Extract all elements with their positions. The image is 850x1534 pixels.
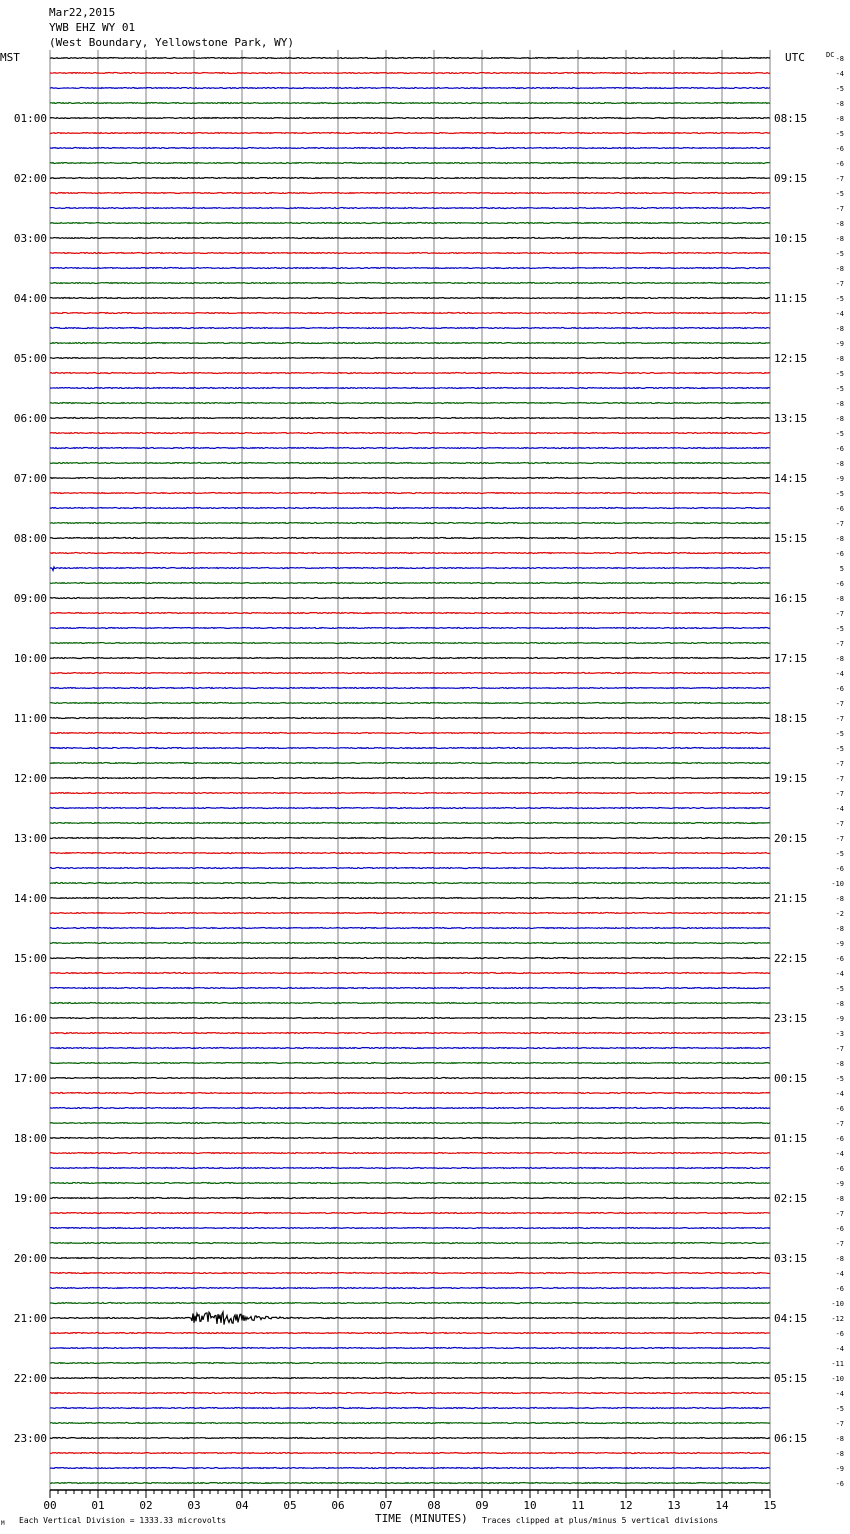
utc-hour-label: 01:15 (774, 1132, 808, 1145)
dc-offset-label: -8 (835, 925, 844, 933)
x-tick-label: 11 (571, 1499, 585, 1512)
dc-offset-label: -6 (835, 1330, 844, 1338)
trace-row (50, 733, 770, 734)
trace-row (50, 1048, 770, 1049)
trace-row (50, 1183, 770, 1184)
dc-offset-label: -4 (835, 1090, 844, 1098)
trace-row (50, 1288, 770, 1289)
utc-hour-label: 17:15 (774, 652, 808, 665)
trace-row (50, 373, 770, 374)
mst-hour-label: 13:00 (13, 832, 47, 845)
dc-offset-label: -2 (835, 910, 844, 918)
dc-offset-label: -10 (831, 1375, 844, 1383)
trace-row (50, 103, 770, 104)
left-axis-label: MST (0, 51, 20, 64)
dc-offset-label: -4 (835, 670, 844, 678)
x-tick-label: 14 (715, 1499, 729, 1512)
trace-row (50, 1243, 770, 1244)
trace-row (50, 493, 770, 494)
trace-row (50, 868, 770, 869)
trace-row (50, 1348, 770, 1349)
trace-row (50, 1378, 770, 1379)
dc-offset-label: -8 (835, 265, 844, 273)
dc-offset-label: -7 (835, 715, 844, 723)
dc-offset-label: -8 (835, 895, 844, 903)
dc-offset-label: -5 (835, 490, 844, 498)
trace-row (50, 943, 770, 944)
trace-row (50, 763, 770, 764)
mst-hour-label: 08:00 (13, 532, 47, 545)
trace-row (50, 148, 770, 149)
x-tick-label: 02 (139, 1499, 153, 1512)
dc-offset-label: -10 (831, 880, 844, 888)
dc-offset-label: -8 (835, 1450, 844, 1458)
trace-row (50, 1018, 770, 1019)
trace-row (50, 748, 770, 749)
trace-row (50, 223, 770, 224)
trace-row (50, 58, 770, 59)
dc-offset-label: 5 (839, 565, 844, 573)
mst-hour-label: 20:00 (13, 1252, 47, 1265)
trace-row (50, 178, 770, 179)
dc-offset-label: -7 (835, 835, 844, 843)
dc-offset-label: -8 (835, 325, 844, 333)
dc-offset-label: -5 (835, 1075, 844, 1083)
mst-hour-label: 07:00 (13, 472, 47, 485)
dc-offset-label: -6 (835, 160, 844, 168)
utc-hour-label: 06:15 (774, 1432, 808, 1445)
trace-row (50, 1423, 770, 1424)
dc-offset-label: -7 (835, 175, 844, 183)
mst-hour-label: 18:00 (13, 1132, 47, 1145)
trace-row (50, 328, 770, 329)
dc-offset-label: -7 (835, 760, 844, 768)
trace-row (50, 898, 770, 899)
dc-offset-label: -8 (835, 655, 844, 663)
trace-row (50, 283, 770, 284)
dc-offset-label: -9 (835, 1465, 844, 1473)
dc-offset-label: -6 (835, 1165, 844, 1173)
dc-offset-label: -7 (835, 700, 844, 708)
dc-offset-label: -4 (835, 805, 844, 813)
dc-offset-label: -8 (835, 1195, 844, 1203)
utc-hour-label: 22:15 (774, 952, 808, 965)
utc-hour-label: 19:15 (774, 772, 808, 785)
x-tick-label: 12 (619, 1499, 633, 1512)
x-tick-label: 09 (475, 1499, 489, 1512)
mst-hour-label: 09:00 (13, 592, 47, 605)
trace-row (50, 343, 770, 344)
trace-row (50, 928, 770, 929)
dc-offset-label: -8 (835, 1255, 844, 1263)
utc-hour-label: 11:15 (774, 292, 808, 305)
dc-offset-label: -8 (835, 115, 844, 123)
trace-row (50, 613, 770, 614)
dc-offset-label: -10 (831, 1300, 844, 1308)
dc-offset-label: -7 (835, 520, 844, 528)
dc-offset-label: -7 (835, 1120, 844, 1128)
x-tick-label: 08 (427, 1499, 441, 1512)
trace-row (50, 1078, 770, 1079)
trace-row (50, 1438, 770, 1439)
dc-offset-label: -5 (835, 745, 844, 753)
dc-offset-label: -8 (835, 100, 844, 108)
trace-row (50, 1333, 770, 1334)
trace-row (50, 823, 770, 824)
x-tick-label: 07 (379, 1499, 393, 1512)
trace-row (50, 1228, 770, 1229)
dc-offset-label: -8 (835, 1000, 844, 1008)
mst-hour-label: 11:00 (13, 712, 47, 725)
dc-offset-label: -5 (835, 430, 844, 438)
mst-hour-label: 04:00 (13, 292, 47, 305)
trace-row (50, 1312, 770, 1325)
trace-row (50, 463, 770, 464)
dc-offset-label: -4 (835, 310, 844, 318)
trace-row (50, 238, 770, 239)
utc-hour-label: 21:15 (774, 892, 808, 905)
dc-offset-label: -9 (835, 475, 844, 483)
x-tick-label: 10 (523, 1499, 537, 1512)
trace-row (50, 88, 770, 89)
dc-offset-label: -9 (835, 340, 844, 348)
trace-row (50, 1258, 770, 1259)
utc-hour-label: 02:15 (774, 1192, 808, 1205)
trace-row (50, 988, 770, 989)
mst-hour-label: 01:00 (13, 112, 47, 125)
mst-hour-label: 16:00 (13, 1012, 47, 1025)
utc-hour-label: 09:15 (774, 172, 808, 185)
dc-label: DC (826, 51, 835, 59)
trace-row (50, 358, 770, 359)
trace-row (50, 628, 770, 629)
x-axis (43, 1490, 776, 1512)
dc-offset-label: -5 (835, 370, 844, 378)
utc-hour-label: 13:15 (774, 412, 808, 425)
utc-hour-label: 03:15 (774, 1252, 808, 1265)
mst-hour-label: 22:00 (13, 1372, 47, 1385)
x-tick-label: 01 (91, 1499, 105, 1512)
trace-row (50, 163, 770, 164)
time-grid (50, 50, 770, 1495)
trace-row (50, 1063, 770, 1064)
mst-hour-label: 21:00 (13, 1312, 47, 1325)
trace-row (50, 658, 770, 659)
dc-offset-label: -8 (835, 235, 844, 243)
trace-row (50, 1033, 770, 1034)
utc-hour-label: 08:15 (774, 112, 808, 125)
mst-hour-label: 02:00 (13, 172, 47, 185)
trace-row (50, 1303, 770, 1304)
clip-note: Traces clipped at plus/minus 5 vertical divisions (482, 1516, 719, 1525)
dc-offset-label: -3 (835, 1030, 844, 1038)
trace-row (50, 118, 770, 119)
trace-row (50, 523, 770, 524)
utc-hour-label: 16:15 (774, 592, 808, 605)
utc-hour-label: 14:15 (774, 472, 808, 485)
utc-hour-label: 23:15 (774, 1012, 808, 1025)
dc-offset-label: -6 (835, 685, 844, 693)
trace-row (50, 973, 770, 974)
dc-offset-label: -5 (835, 250, 844, 258)
mst-hour-label: 03:00 (13, 232, 47, 245)
x-tick-label: 00 (43, 1499, 57, 1512)
dc-offset-label: -6 (835, 1225, 844, 1233)
utc-hour-label: 00:15 (774, 1072, 808, 1085)
trace-row (50, 688, 770, 689)
dc-offset-label: -5 (835, 130, 844, 138)
trace-row (50, 1213, 770, 1214)
trace-row (50, 913, 770, 914)
dc-offset-label: -5 (835, 385, 844, 393)
dc-offset-label: -4 (835, 1390, 844, 1398)
x-tick-label: 06 (331, 1499, 345, 1512)
trace-row (50, 598, 770, 599)
dc-offset-label: -5 (835, 625, 844, 633)
trace-row (50, 643, 770, 644)
dc-offset-label: -6 (835, 550, 844, 558)
trace-row (50, 1138, 770, 1139)
dc-offset-label: -8 (835, 1060, 844, 1068)
trace-row (50, 838, 770, 839)
dc-offset-label: -9 (835, 1015, 844, 1023)
trace-row (50, 388, 770, 389)
trace-row (50, 418, 770, 419)
header-date: Mar22,2015 (49, 6, 116, 19)
trace-row (50, 433, 770, 434)
dc-offset-label: -5 (835, 85, 844, 93)
x-tick-label: 15 (763, 1499, 777, 1512)
trace-row (50, 673, 770, 674)
trace-row (50, 313, 770, 314)
trace-row (50, 1483, 770, 1484)
trace-row (50, 1198, 770, 1199)
dc-offset-label: -6 (835, 1480, 844, 1488)
trace-rows (50, 58, 770, 1484)
dc-offset-label: -6 (835, 145, 844, 153)
trace-row (50, 298, 770, 299)
dc-offset-label: -8 (835, 400, 844, 408)
mst-hour-label: 19:00 (13, 1192, 47, 1205)
x-axis-title: TIME (MINUTES) (375, 1512, 468, 1525)
mst-hour-label: 14:00 (13, 892, 47, 905)
dc-offset-label: -4 (835, 970, 844, 978)
trace-row (50, 448, 770, 449)
trace-row (50, 1453, 770, 1454)
dc-offset-label: -5 (835, 1405, 844, 1413)
dc-offset-label: -6 (835, 1285, 844, 1293)
trace-row (50, 703, 770, 704)
dc-offset-label: -6 (835, 505, 844, 513)
dc-offset-label: -5 (835, 730, 844, 738)
scale-note: Each Vertical Division = 1333.33 microvolts (19, 1516, 227, 1525)
header-location: (West Boundary, Yellowstone Park, WY) (49, 36, 295, 49)
trace-row (50, 1003, 770, 1004)
utc-hour-label: 05:15 (774, 1372, 808, 1385)
trace-row (50, 553, 770, 554)
dc-offset-label: -8 (835, 1435, 844, 1443)
dc-offset-label: -4 (835, 1150, 844, 1158)
trace-row (50, 1363, 770, 1364)
right-axis-label: UTC (785, 51, 805, 64)
header-station: YWB EHZ WY 01 (49, 21, 136, 34)
dc-offset-label: -4 (835, 1345, 844, 1353)
trace-row (50, 1168, 770, 1169)
utc-hour-label: 12:15 (774, 352, 808, 365)
dc-offset-label: -7 (835, 205, 844, 213)
trace-row (50, 778, 770, 779)
dc-offset-label: -12 (831, 1315, 844, 1323)
dc-offset-label: -6 (835, 445, 844, 453)
dc-offset-label: -7 (835, 1420, 844, 1428)
dc-offset-label: -6 (835, 865, 844, 873)
trace-row (50, 958, 770, 959)
dc-offset-label: -5 (835, 190, 844, 198)
trace-row (50, 73, 770, 74)
trace-row (50, 793, 770, 794)
dc-offset-label: -5 (835, 985, 844, 993)
dc-offset-label: -7 (835, 280, 844, 288)
dc-offset-label: -5 (835, 295, 844, 303)
dc-offset-label: -8 (835, 355, 844, 363)
trace-row (50, 538, 770, 539)
trace-row (50, 718, 770, 719)
trace-row (50, 1123, 770, 1124)
dc-offset-label: -8 (835, 415, 844, 423)
trace-row (50, 853, 770, 854)
trace-row (50, 1273, 770, 1274)
trace-row (50, 268, 770, 269)
dc-offset-label: -6 (835, 580, 844, 588)
trace-row (50, 1393, 770, 1394)
trace-row (50, 208, 770, 209)
trace-row (50, 1153, 770, 1154)
dc-offset-label: -7 (835, 610, 844, 618)
utc-hour-label: 15:15 (774, 532, 808, 545)
corner-mark: M (1, 1520, 5, 1527)
trace-row (50, 508, 770, 509)
mst-hour-label: 12:00 (13, 772, 47, 785)
dc-offset-label: -8 (835, 535, 844, 543)
dc-offset-label: -7 (835, 1210, 844, 1218)
utc-hour-label: 20:15 (774, 832, 808, 845)
mst-hour-label: 17:00 (13, 1072, 47, 1085)
mst-hour-label: 15:00 (13, 952, 47, 965)
trace-row (50, 808, 770, 809)
dc-offset-label: -8 (835, 460, 844, 468)
dc-offset-label: -7 (835, 820, 844, 828)
mst-hour-label: 06:00 (13, 412, 47, 425)
trace-row (50, 883, 770, 884)
dc-offset-label: -6 (835, 1135, 844, 1143)
trace-row (50, 583, 770, 584)
trace-row (50, 1093, 770, 1094)
mst-hour-label: 10:00 (13, 652, 47, 665)
trace-row (50, 567, 770, 571)
dc-offset-label: -4 (835, 1270, 844, 1278)
trace-row (50, 133, 770, 134)
dc-offset-label: -7 (835, 640, 844, 648)
utc-hour-label: 10:15 (774, 232, 808, 245)
dc-offset-label: -8 (835, 220, 844, 228)
mst-hour-label: 23:00 (13, 1432, 47, 1445)
utc-hour-label: 18:15 (774, 712, 808, 725)
dc-offset-label: -9 (835, 1180, 844, 1188)
dc-offset-label: -6 (835, 1105, 844, 1113)
dc-offset-label: -7 (835, 790, 844, 798)
trace-row (50, 1108, 770, 1109)
dc-offset-label: -7 (835, 775, 844, 783)
dc-offset-label: -8 (835, 55, 844, 63)
dc-offset-label: -11 (831, 1360, 844, 1368)
trace-row (50, 193, 770, 194)
dc-offset-label: -8 (835, 595, 844, 603)
trace-row (50, 403, 770, 404)
x-tick-label: 03 (187, 1499, 201, 1512)
dc-offset-label: -6 (835, 955, 844, 963)
trace-row (50, 1468, 770, 1469)
trace-row (50, 1408, 770, 1409)
utc-hour-label: 04:15 (774, 1312, 808, 1325)
x-tick-label: 13 (667, 1499, 681, 1512)
dc-offset-label: -9 (835, 940, 844, 948)
dc-offset-label: -5 (835, 850, 844, 858)
trace-row (50, 478, 770, 479)
x-tick-label: 05 (283, 1499, 297, 1512)
dc-offset-label: -7 (835, 1240, 844, 1248)
trace-row (50, 253, 770, 254)
mst-hour-label: 05:00 (13, 352, 47, 365)
dc-offset-label: -7 (835, 1045, 844, 1053)
dc-offset-label: -4 (835, 70, 844, 78)
x-tick-label: 04 (235, 1499, 249, 1512)
